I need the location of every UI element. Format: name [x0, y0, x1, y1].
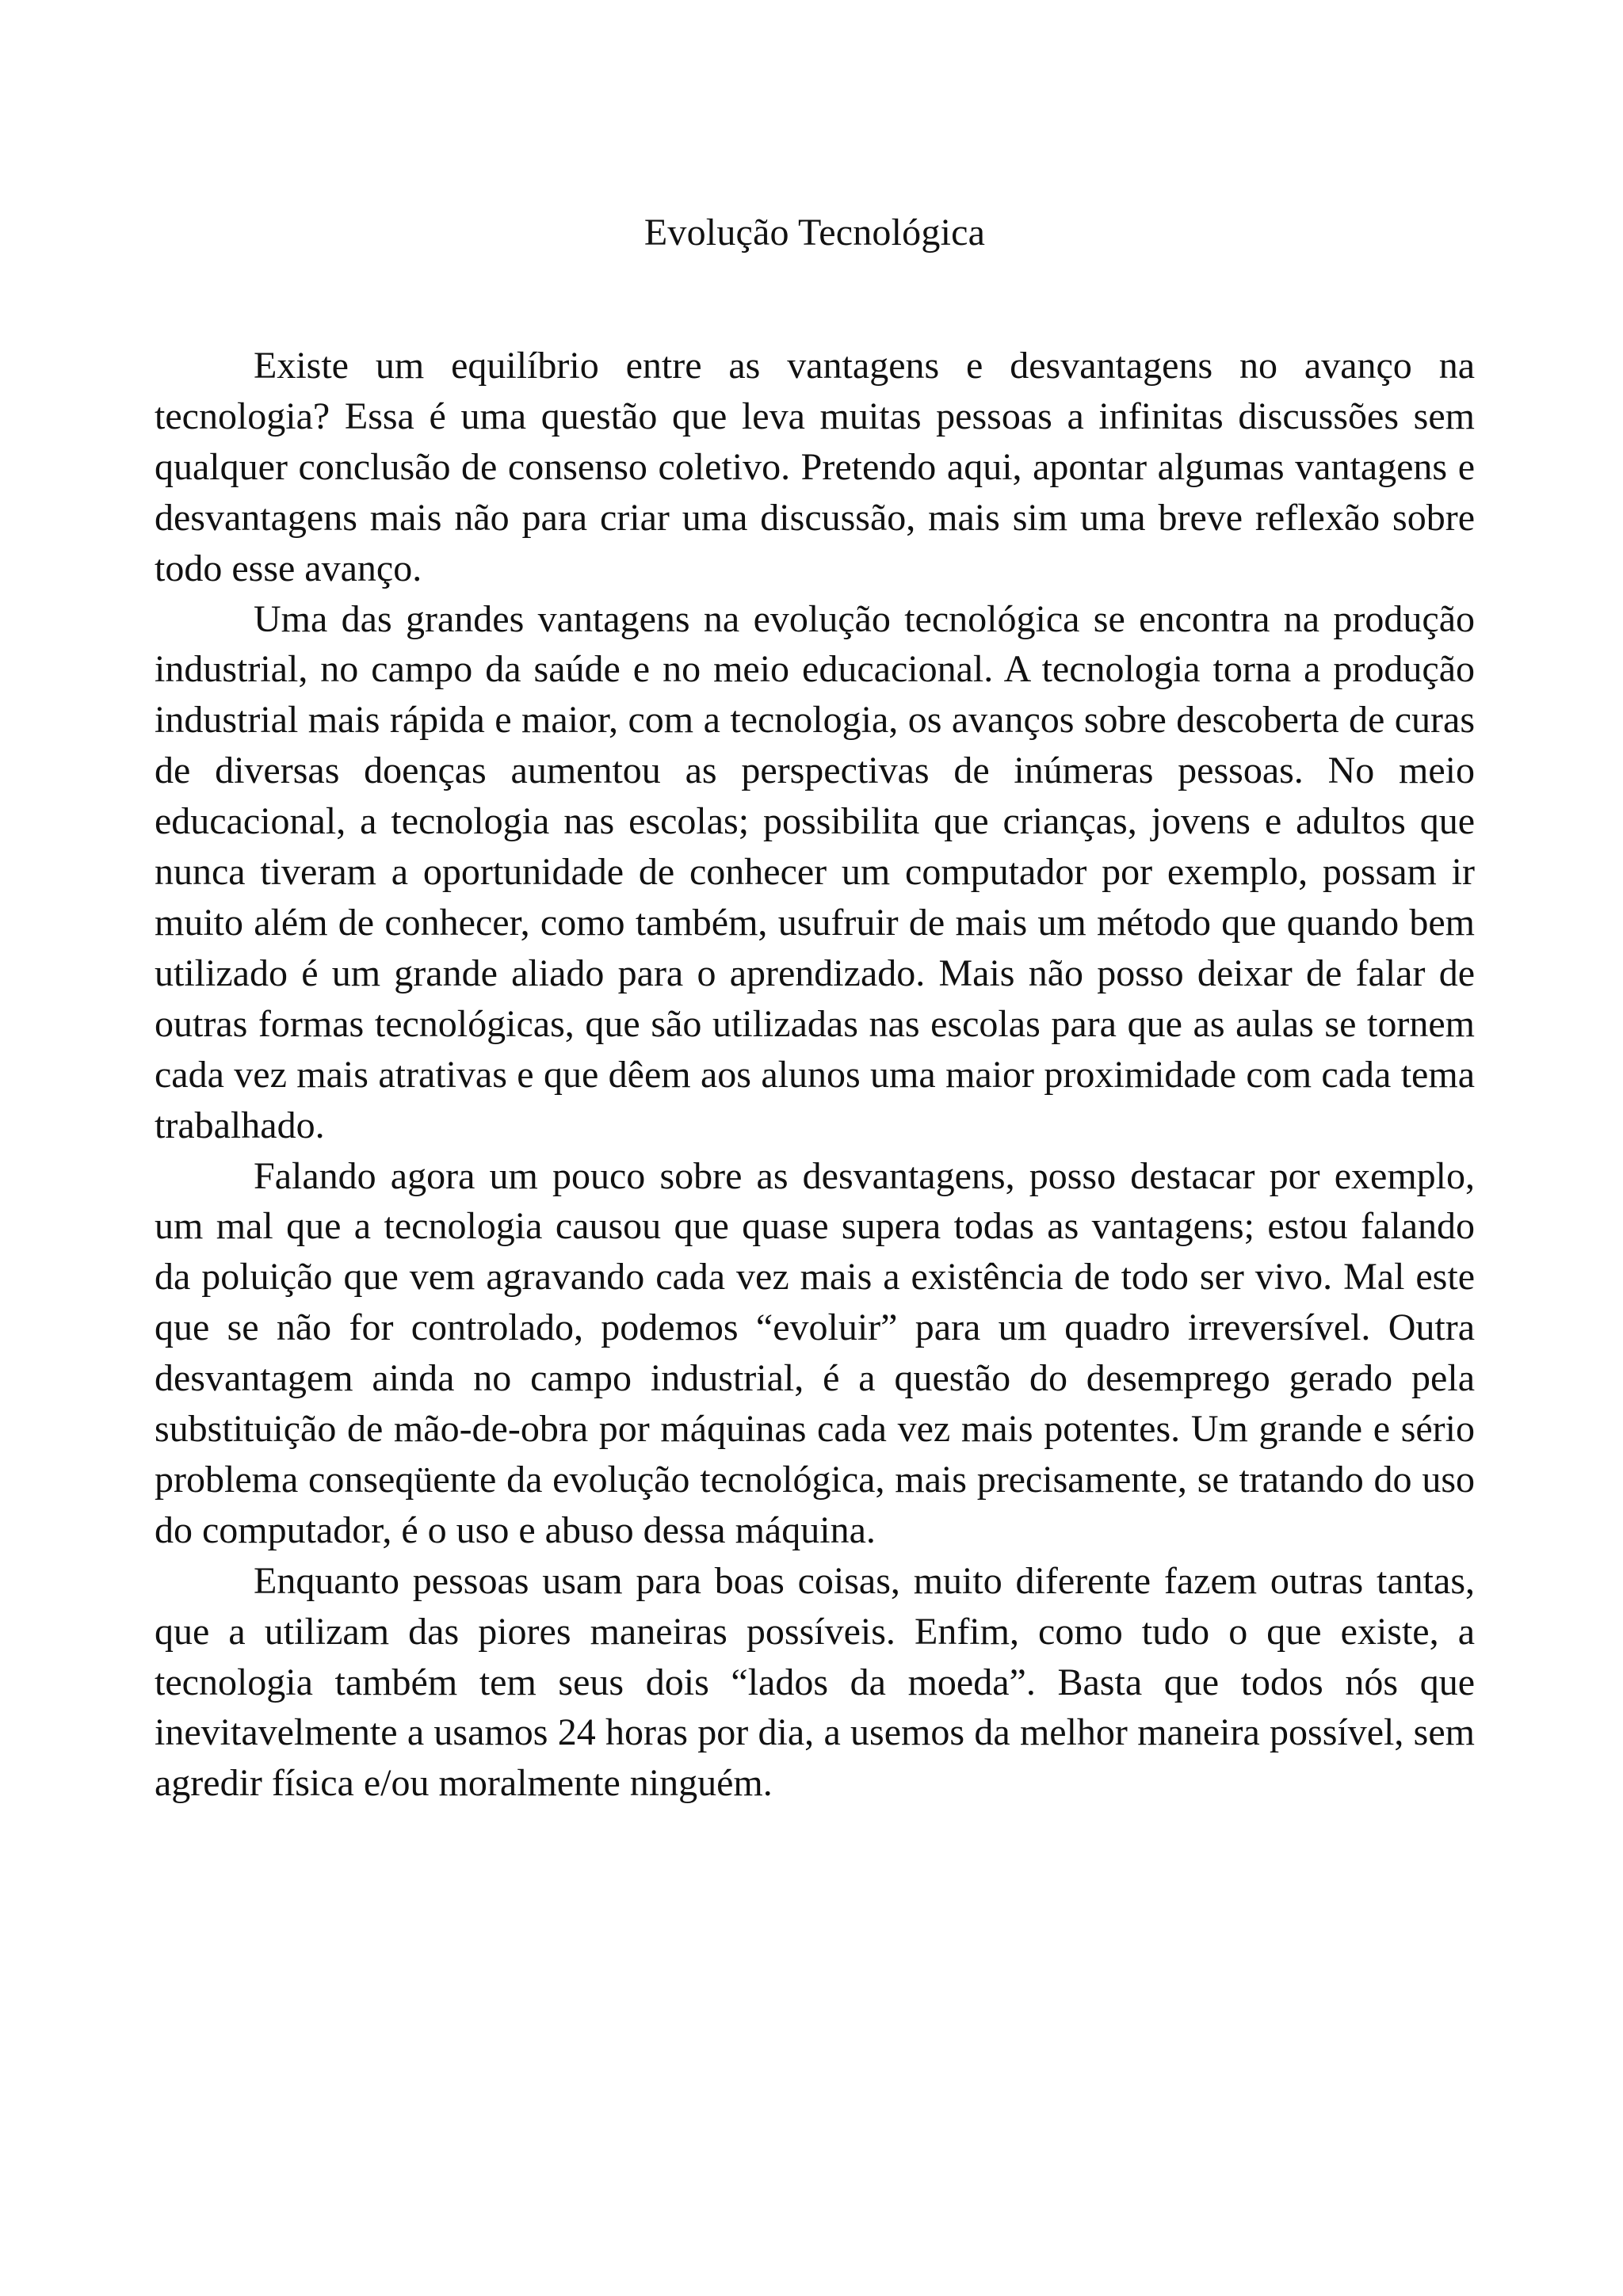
paragraph-4: Enquanto pessoas usam para boas coisas, muito diferente fazem outras tantas, que a utilizam das piores maneiras possíveis. Enfim, como tudo o que existe, a tecnologia também tem seus dois “lados da moeda”. Basta que todos nós que inevitavelmente a usamos 24 horas por dia, a usemos da melhor maneira possível, sem agredir física e/ou moralmente ninguém. — [155, 1559, 1475, 1805]
paragraph-1: Existe um equilíbrio entre as vantagens e desvantagens no avanço na tecnologia? Essa é uma questão que leva muitas pessoas a infinitas discussões sem qualquer conclusão de consenso coletivo. Pretendo aqui, apontar algumas vantagens e desvantagens mais não para criar uma discussão, mais sim uma breve reflexão sobre todo esse avanço. — [155, 345, 1475, 589]
paragraph-2: Uma das grandes vantagens na evolução tecnológica se encontra na produção industrial, no campo da saúde e no meio educacional. A tecnologia torna a produção industrial mais rápida e maior, com a tecnologia, os avanços sobre descoberta de curas de diversas doenças aumentou as perspectivas de inúmeras pessoas. No meio educacional, a tecnologia nas escolas; possibilita que crianças, jovens e adultos que nunca tiveram a oportunidade de conhecer um computador por exemplo, possam ir muito além de conhecer, como também, usufruir de mais um método que quando bem utilizado é um grande aliado para o aprendizado. Mais não posso deixar de falar de outras formas tecnológicas, que são utilizadas nas escolas para que as aulas se tornem cada vez mais atrativas e que dêem aos alunos uma maior proximidade com cada tema trabalhado. — [155, 597, 1475, 1146]
paragraph-3: Falando agora um pouco sobre as desvantagens, posso destacar por exemplo, um mal que a tecnologia causou que quase supera todas as vantagens; estou falando da poluição que vem agravando cada vez mais a existência de todo ser vivo. Mal este que se não for controlado, podemos “evoluir” para um quadro irreversível. Outra desvantagem ainda no campo industrial, é a questão do desemprego gerado pela substituição de mão-de-obra por máquinas cada vez mais potentes. Um grande e sério problema conseqüente da evolução tecnológica, mais precisamente, se tratando do uso do computador, é o uso e abuso dessa máquina. — [155, 1154, 1475, 1551]
document-title: Evolução Tecnológica — [643, 212, 986, 254]
